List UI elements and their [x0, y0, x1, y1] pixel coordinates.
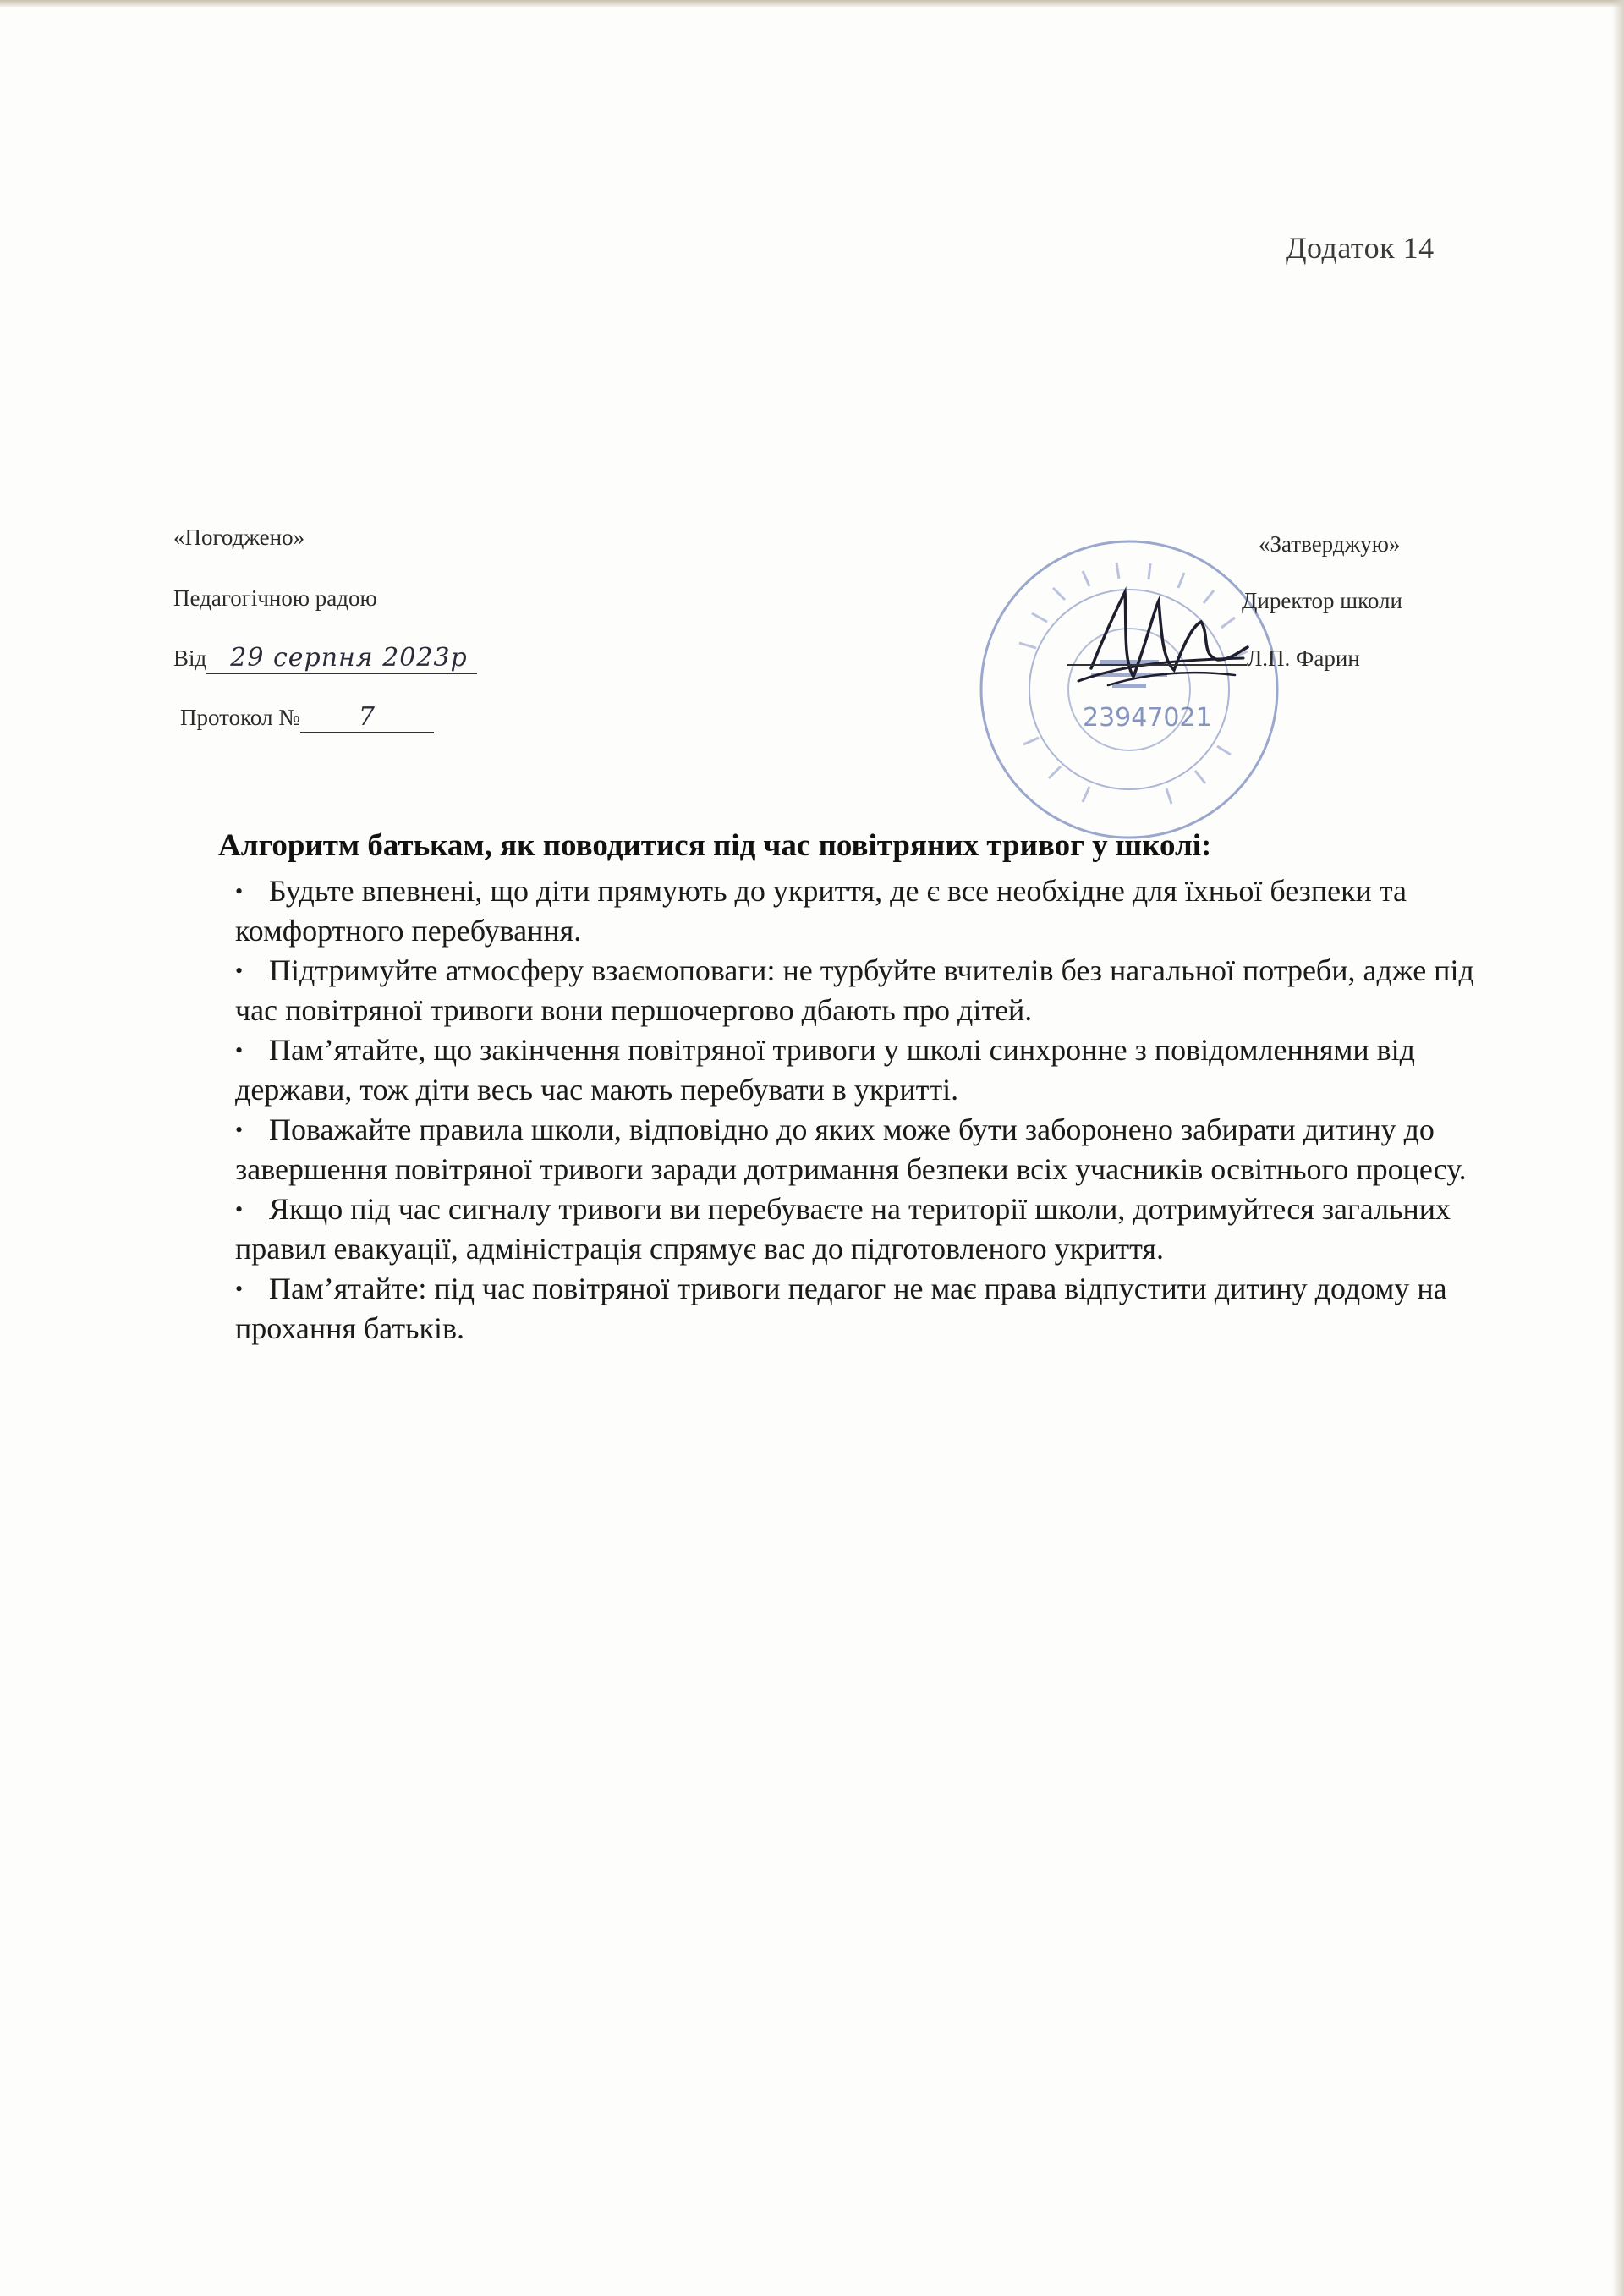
page-edge-top [0, 0, 1624, 7]
list-item-text: Поважайте правила школи, відповідно до яких може бути заборонено забирати дитину до завершення повітряної тривоги заради дотримання безпеки всіх учасників освітнього процесу. [235, 1112, 1467, 1186]
list-item [235, 1269, 1487, 1348]
page-edge-right [1612, 0, 1624, 2296]
protocol-underline [300, 702, 434, 733]
pedagogical-council-label: Педагогічною радою [173, 585, 377, 611]
algorithm-title: Алгоритм батькам, як поводитися під час повітряних тривог у школі: [218, 828, 1212, 863]
bullet: • [235, 1118, 244, 1142]
list-item-text: Підтримуйте атмосферу взаємоповаги: не турбуйте вчителів без нагальної потреби, адже під час повітряної тривоги вони першочергово дбають про дітей. [235, 953, 1474, 1027]
list-item-text: Пам’ятайте, що закінчення повітряної тривоги у школі синхронне з повідомленнями від держави, тож діти весь час мають перебувати в укритті. [235, 1033, 1415, 1107]
list-item [235, 1030, 1487, 1110]
bullet: • [235, 1277, 244, 1301]
approved-label: «Затверджую» [1259, 531, 1401, 557]
date-label: Від [173, 645, 207, 671]
bullet: • [235, 1038, 244, 1063]
protocol-label: Протокол № [180, 705, 300, 730]
director-name-line [1067, 645, 1360, 672]
bullet: • [235, 958, 244, 983]
list-item [235, 951, 1487, 1030]
bullet: • [235, 879, 244, 904]
list-item [235, 1110, 1487, 1189]
director-position: Директор школи [1242, 588, 1402, 613]
date-underline [206, 643, 477, 674]
instruction-list [235, 871, 1487, 1348]
list-item-text: Пам’ятайте: під час повітряної тривоги педагог не має права відпустити дитину додому на прохання батьків. [235, 1272, 1447, 1345]
director-signature [1074, 575, 1252, 702]
appendix-label: Додаток 14 [1286, 231, 1435, 265]
list-item-text: Будьте впевнені, що діти прямують до укриття, де є все необхідне для їхньої безпеки та комфортного перебування. [235, 874, 1407, 948]
list-item [235, 871, 1487, 951]
bullet: • [235, 1197, 244, 1222]
date-handwritten: 29 серпня 2023р [230, 643, 468, 673]
director-name: Л.П. Фарин [1247, 645, 1360, 671]
signature-underline [1067, 664, 1247, 666]
list-item [235, 1189, 1487, 1269]
protocol-handwritten: 7 [358, 702, 376, 732]
agreed-label: «Погоджено» [173, 525, 305, 550]
protocol-line [180, 702, 434, 733]
date-line [173, 643, 477, 674]
list-item-text: Якщо під час сигналу тривоги ви перебуваєте на території школи, дотримуйтеся загальних правил евакуації, адміністрація спрямує вас до підготовленого укриття. [235, 1192, 1451, 1266]
stamp-code: 23947021 [1083, 703, 1212, 733]
